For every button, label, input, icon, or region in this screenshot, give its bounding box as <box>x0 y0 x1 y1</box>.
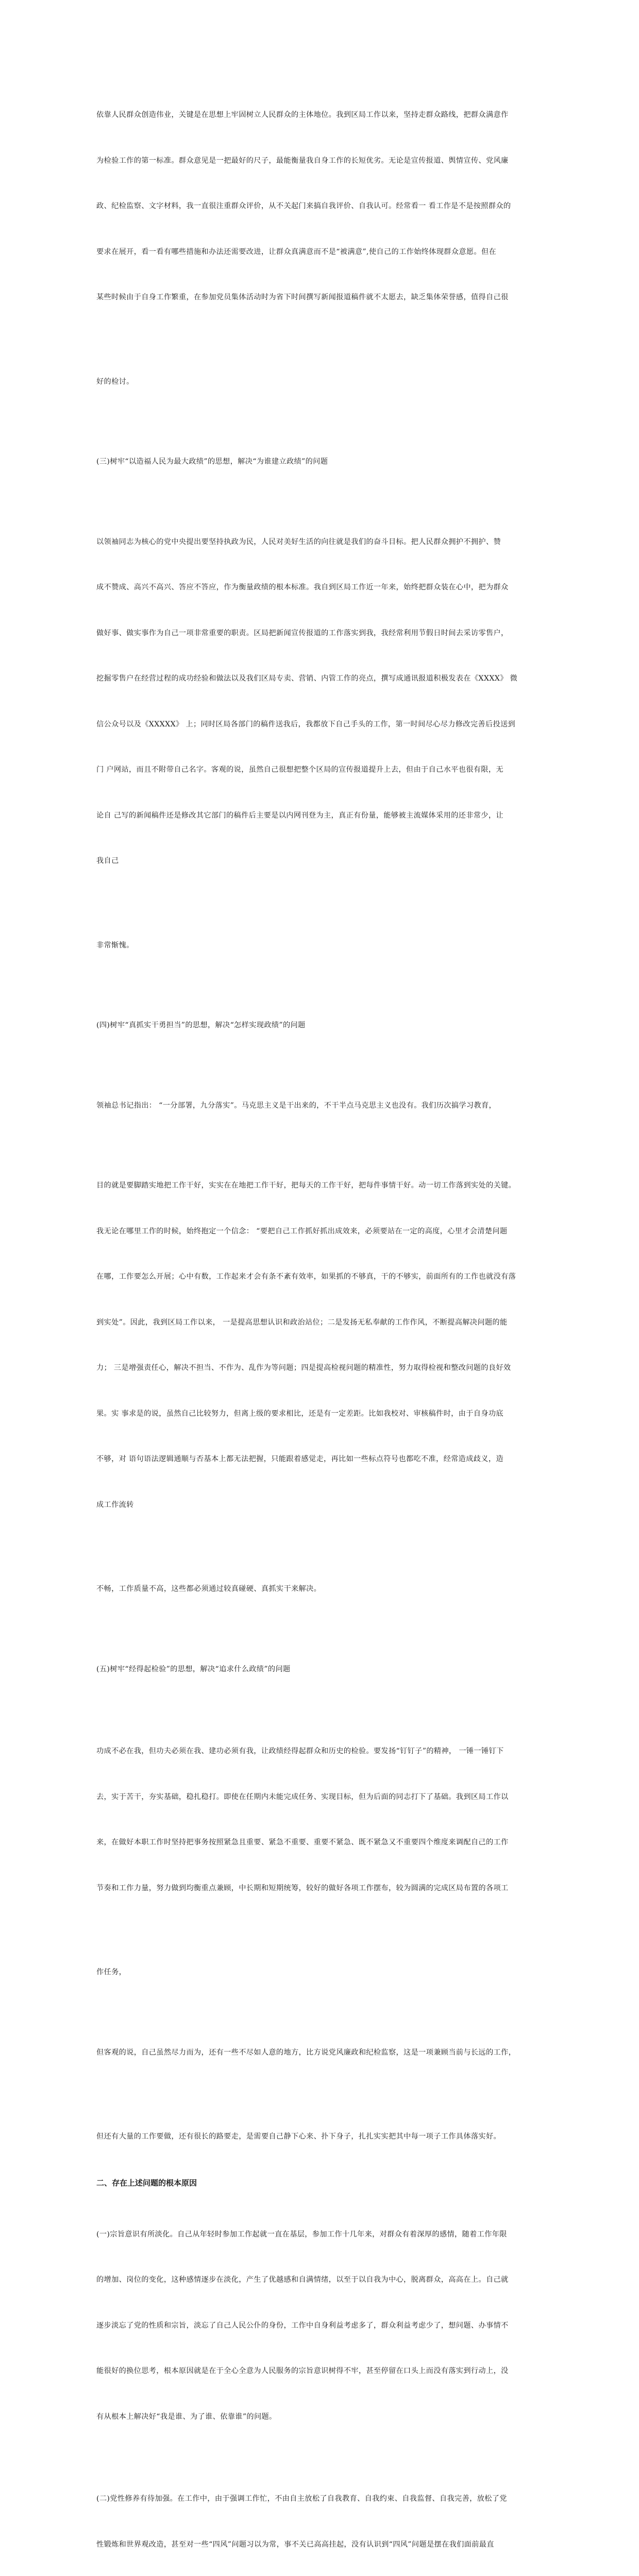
text-line: 非常惭愧。 <box>96 941 134 950</box>
text-line: 但客观的说，自己虽然尽力而为，还有一些不尽如人意的地方，比方说党风廉政和纪检监察，这是一项兼顾当前与长远的工作， <box>96 2048 516 2057</box>
text-line: 到实处”。因此，我到区局工作以来， 一是提高思想认识和政治站位；二是发扬无私奉献的工作作风，不断提高解决问题的能 <box>96 1318 508 1327</box>
paragraph-p9 <box>96 1551 545 1628</box>
text-line: 力； 三是增强责任心，解决不担当、不作为、乱作为等问题；四是提高检视问题的精准性，努力取得检视和整改问题的良好效 <box>96 1364 511 1372</box>
text-line: 节奏和工作力量，努力做到均衡重点兼顾，中长期和短期统筹，较好的做好各项工作摆布，较为圆满的完成区局布置的各项工 <box>96 1884 509 1892</box>
text-line: 性锻炼和世界观改造，甚至对一些“四风”问题习以为常，事不关已高高挂起，没有认识到“四风”问题是摆在我们面前最直 <box>96 2540 494 2549</box>
paragraph-p7 <box>96 1068 545 1144</box>
text-line: 好的检讨。 <box>96 377 134 386</box>
text-line: 政、纪检监察、文字材料，我一直很注重群众评价，从不关起门来搞自我评价、自我认可。经常看一 看工作是不是按照群众的 <box>96 202 511 210</box>
text-line: 做好事、做实事作为自己一项非常重要的职责。区局把新闻宣传报道的工作落实到我，我经常利用节假日时间去采访零售户， <box>96 629 509 637</box>
text-line: 信公众号以及《XXXXX》 上；同时区局各部门的稿件送我后，我都放下自己手头的工作，第一时间尽心尽力修改完善后投送到 <box>96 720 516 728</box>
text-line: 领袖总书记指出： “一分部署，九分落实”。马克思主义是干出来的，不干半点马克思主义也没有。我们历次搞学习教育， <box>96 1101 497 1110</box>
text-line: 以领袖同志为核心的党中央提出要坚持执政为民，人民对美好生活的向往就是我们的奋斗目标。把人民群众拥护不拥护、赞 <box>96 537 501 546</box>
text-line: 功成不必在我，但功夫必须在我、建功必须有我，让政绩经得起群众和历史的检验。要发扬“钉钉子”的精神， 一锤一锤钉下 <box>96 1747 504 1755</box>
text-line: 要求在展开，看一看有哪些措施和办法还需要改进，让群众真满意而不是“被满意”,使自己的工作始终体现群众意愿。但在 <box>96 247 497 256</box>
section-subheading-5 <box>96 1632 545 1708</box>
text-line: 的增加、岗位的变化，这种感情逐步在淡化，产生了优越感和自满情绪，以至于以自我为中心，脱离群众，高高在上。自己就 <box>96 2276 509 2284</box>
text-line: 我无论在哪里工作的时候，始终抱定一个信念： “要把自己工作抓好抓出成效来，必须要站在一定的高度，心里才会清楚问题 <box>96 1227 508 1235</box>
paragraph-p15 <box>96 2197 545 2455</box>
text-line: 但还有大量的工作要做，还有很长的路要走，是需要自己静下心来、扑下身子，扎扎实实把其中每一项子工作具体落实好。 <box>96 2132 501 2141</box>
text-line: 依靠人民群众创造伟业，关键是在思想上牢固树立人民群众的主体地位。我到区局工作以来，坚持走群众路线，把群众满意作 <box>96 111 509 119</box>
paragraph-p16 <box>96 2461 545 2576</box>
paragraph-p11 <box>96 1714 545 1926</box>
text-line: 挖掘零售户在经营过程的成功经验和做法以及我们区局专卖、营销、内管工作的亮点，撰写成通讯报道积极发表在《XXXX》 微 <box>96 674 518 683</box>
text-line: 成不赞成、高兴不高兴、答应不答应，作为衡量政绩的根本标准。我自到区局工作近一年来，始终把群众装在心中，把为群众 <box>96 583 509 591</box>
text-line: 有从根本上解决好“我是谁、为了谁、依靠谁”的问题。 <box>96 2412 277 2421</box>
text-line: 作任务， <box>96 1968 127 1976</box>
text-line: 能很好的换位思考，根本原因就是在于全心全意为人民服务的宗旨意识树得不牢，甚至停留在口头上而没有落实到行动上，没 <box>96 2367 509 2375</box>
text-line: 不畅，工作质量不高，这些都必须通过较真碰硬、真抓实干来解决。 <box>96 1585 322 1593</box>
text-line: (四)树牢“真抓实干勇担当”的思想，解决“怎样实现政绩”的问题 <box>96 1021 306 1029</box>
text-line: 论自 己写的新闻稿件还是修改其它部门的稿件后主要是以内网刊登为主，真正有份量，能够被主流媒体采用的还非常少，让 <box>96 811 503 820</box>
text-line: (三)树牢“以造福人民为最大政绩”的思想，解决“为谁建立政绩”的问题 <box>96 457 328 466</box>
section-subheading-3 <box>96 424 545 500</box>
paragraph-p13 <box>96 2015 545 2091</box>
section-heading-root-causes <box>96 2175 545 2191</box>
paragraph-p8 <box>96 1148 545 1543</box>
paragraph-p12 <box>96 1935 545 2011</box>
text-line: 在哪，工作要怎么开展；心中有数，工作起来才会有条不紊有效率，如果抓的不够真，干的不够实，前面所有的工作也就没有落 <box>96 1273 516 1281</box>
paragraph-p14 <box>96 2099 545 2175</box>
section-subheading-4 <box>96 988 545 1064</box>
text-line: (五)树牢“经得起检验”的思想，解决“追求什么政绩”的问题 <box>96 1665 291 1673</box>
text-line: 不够，对 语句语法逻辑通顺与否基本上都无法把握，只能跟着感觉走，再比如一些标点符号也都吃不准，经常造成歧义，造 <box>96 1455 503 1463</box>
text-line: 门 户网站，而且不附带自己名字。客观的说，虽然自己很想把整个区局的宣传报道提升上去，但由于自己水平也很有限，无 <box>96 766 503 774</box>
paragraph-p1 <box>96 77 545 336</box>
heading-text: 二、存在上述问题的根本原因 <box>96 2178 197 2188</box>
text-line: 果。实 事求是的说，虽然自己比较努力，但离上级的要求相比，还是有一定差距。比如我校对、审核稿件时，由于自身功底 <box>96 1409 503 1418</box>
text-line: 目的就是要脚踏实地把工作干好，实实在在地把工作干好，把每天的工作干好，把每件事情干好。动一切工作落到实处的关键。 <box>96 1181 516 1190</box>
text-line: 某些时候由于自身工作繁重，在参加党员集体活动时为省下时间撰写新闻报道稿件就不太愿去，缺乏集体荣誉感，值得自己很 <box>96 293 509 301</box>
document-page <box>96 77 545 2576</box>
text-line: 逐步淡忘了党的性质和宗旨，淡忘了自己人民公仆的身份，工作中自身利益考虑多了，群众利益考虑少了，想问题、办事情不 <box>96 2321 509 2330</box>
text-line: (一)宗旨意识有所淡化。自己从年轻时参加工作起就一直在基层，参加工作十几年来，对群众有着深厚的感情，随着工作年限 <box>96 2230 507 2239</box>
paragraph-p5 <box>96 908 545 984</box>
text-line: 去，实于苦干，夯实基础，稳扎稳打。即使在任期内未能完成任务、实现目标，但为后面的同志打下了基础。我到区局工作以 <box>96 1792 509 1801</box>
text-line: 我自己 <box>96 857 119 865</box>
text-line: 为检验工作的第一标准。群众意见是一把最好的尺子，最能衡量我自身工作的长短优劣。无论是宣传报道、舆情宣传、党风廉 <box>96 156 509 165</box>
text-line: 来，在做好本职工作时坚持把事务按照紧急且重要、紧急不重要、重要不紧急、既不紧急又不重要四个维度来调配自己的工作 <box>96 1838 509 1846</box>
text-line: (二)党性修养有待加强。在工作中，由于强调工作忙，不由自主放松了自我教育、自我约束、自我监督、自我完善，放松了党 <box>96 2495 507 2503</box>
text-line: 成工作流转 <box>96 1500 134 1509</box>
paragraph-p4 <box>96 504 545 900</box>
paragraph-p2 <box>96 344 545 420</box>
